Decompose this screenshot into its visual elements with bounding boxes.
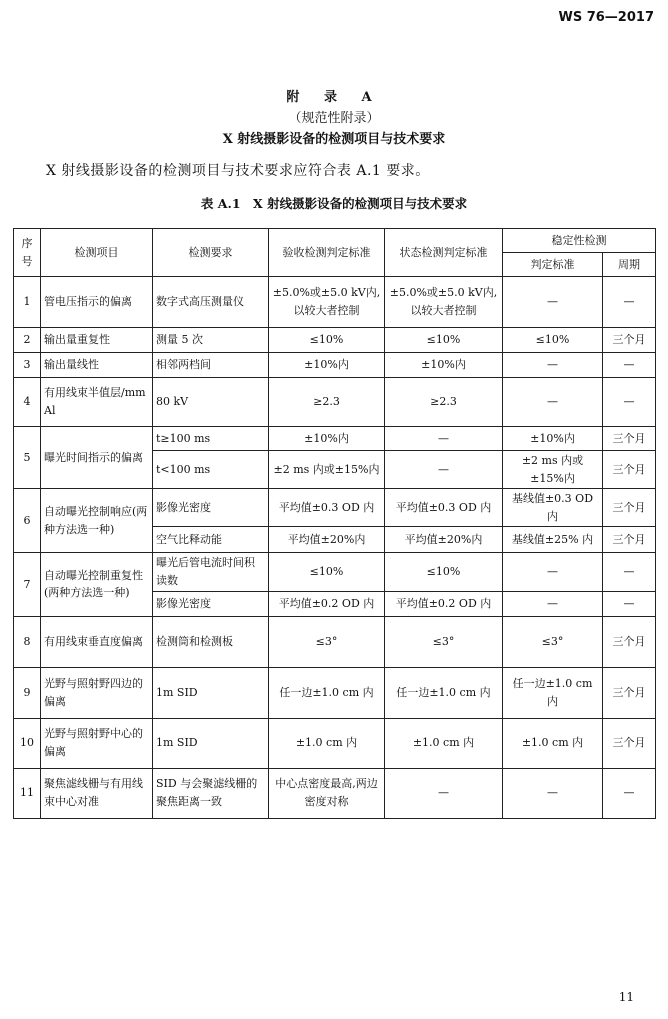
cell-status: — [385, 451, 503, 489]
cell-item: 光野与照射野四边的偏离 [41, 667, 153, 718]
cell-status: ±1.0 cm 内 [385, 718, 503, 768]
header-no: 序号 [14, 229, 41, 277]
cell-acceptance: 平均值±0.2 OD 内 [269, 591, 385, 616]
cell-acceptance: ±10%内 [269, 353, 385, 378]
appendix-subtitle: （规范性附录） [288, 111, 380, 126]
cell-requirement: 测量 5 次 [153, 328, 269, 353]
cell-item: 输出量线性 [41, 353, 153, 378]
cell-no: 5 [14, 427, 41, 489]
header-item: 检测项目 [41, 229, 153, 277]
table-row [14, 667, 656, 718]
cell-status: ≤10% [385, 553, 503, 591]
cell-criteria: 基线值±0.3 OD 内 [503, 489, 603, 527]
cell-period: 三个月 [603, 527, 656, 553]
cell-requirement: 数字式高压测量仪 [153, 277, 269, 328]
cell-acceptance: ≤10% [269, 553, 385, 591]
header-status: 状态检测判定标准 [385, 229, 503, 277]
header-stability-period: 周期 [603, 253, 656, 277]
cell-criteria: — [503, 768, 603, 818]
cell-criteria: — [503, 591, 603, 616]
cell-status: 平均值±20%内 [385, 527, 503, 553]
cell-criteria: — [503, 277, 603, 328]
table-row [14, 378, 656, 427]
cell-requirement: 影像光密度 [153, 591, 269, 616]
cell-status: — [385, 768, 503, 818]
cell-status: — [385, 427, 503, 451]
cell-criteria: ±2 ms 内或±15%内 [503, 451, 603, 489]
cell-period: — [603, 378, 656, 427]
cell-status: ≤3° [385, 616, 503, 667]
table-row [14, 768, 656, 818]
cell-period: — [603, 553, 656, 591]
cell-status: 平均值±0.3 OD 内 [385, 489, 503, 527]
cell-no: 1 [14, 277, 41, 328]
cell-status: ±5.0%或±5.0 kV内,以较大者控制 [385, 277, 503, 328]
table-row [14, 328, 656, 353]
cell-period: 三个月 [603, 489, 656, 527]
spec-table [13, 228, 656, 819]
cell-no: 8 [14, 616, 41, 667]
appendix-title: 附 录 A [286, 90, 382, 105]
cell-period: — [603, 768, 656, 818]
header-acceptance: 验收检测判定标准 [269, 229, 385, 277]
cell-status: 平均值±0.2 OD 内 [385, 591, 503, 616]
cell-acceptance: ±10%内 [269, 427, 385, 451]
cell-acceptance: 平均值±0.3 OD 内 [269, 489, 385, 527]
cell-requirement: 相邻两档间 [153, 353, 269, 378]
page-number: 11 [618, 990, 634, 1004]
cell-item: 有用线束半值层/mm Al [41, 378, 153, 427]
cell-requirement: 检测筒和检测板 [153, 616, 269, 667]
cell-requirement: t<100 ms [153, 451, 269, 489]
cell-acceptance: ≤3° [269, 616, 385, 667]
cell-period: 三个月 [603, 718, 656, 768]
cell-item: 自动曝光控制重复性(两种方法选一种) [41, 553, 153, 616]
appendix-heading: X 射线摄影设备的检测项目与技术要求 [222, 132, 446, 147]
cell-status: ≥2.3 [385, 378, 503, 427]
cell-no: 10 [14, 718, 41, 768]
cell-item: 管电压指示的偏离 [41, 277, 153, 328]
cell-period: 三个月 [603, 427, 656, 451]
cell-acceptance: 中心点密度最高,两边密度对称 [269, 768, 385, 818]
table-row [14, 353, 656, 378]
cell-no: 11 [14, 768, 41, 818]
cell-criteria: ≤10% [503, 328, 603, 353]
cell-criteria: ≤3° [503, 616, 603, 667]
table-row [14, 718, 656, 768]
cell-item: 光野与照射野中心的偏离 [41, 718, 153, 768]
cell-item: 曝光时间指示的偏离 [41, 427, 153, 489]
table-row [14, 616, 656, 667]
cell-acceptance: 平均值±20%内 [269, 527, 385, 553]
cell-acceptance: ≤10% [269, 328, 385, 353]
table-row [14, 553, 656, 591]
cell-requirement: t≥100 ms [153, 427, 269, 451]
cell-requirement: 1m SID [153, 718, 269, 768]
cell-status: ≤10% [385, 328, 503, 353]
table-caption: 表 A.1 X 射线摄影设备的检测项目与技术要求 [200, 196, 468, 211]
cell-period: — [603, 353, 656, 378]
table-header [14, 229, 656, 277]
cell-criteria: ±1.0 cm 内 [503, 718, 603, 768]
cell-requirement: 曝光后管电流时间积读数 [153, 553, 269, 591]
header-requirement: 检测要求 [153, 229, 269, 277]
cell-status: 任一边±1.0 cm 内 [385, 667, 503, 718]
cell-period: — [603, 591, 656, 616]
cell-item: 有用线束垂直度偏离 [41, 616, 153, 667]
cell-item: 输出量重复性 [41, 328, 153, 353]
table-body [14, 277, 656, 819]
standard-code: WS 76—2017 [558, 10, 654, 25]
cell-criteria: 基线值±25% 内 [503, 527, 603, 553]
cell-criteria: 任一边±1.0 cm 内 [503, 667, 603, 718]
cell-criteria: — [503, 553, 603, 591]
cell-no: 2 [14, 328, 41, 353]
cell-acceptance: ±5.0%或±5.0 kV内,以较大者控制 [269, 277, 385, 328]
cell-no: 3 [14, 353, 41, 378]
cell-criteria: ±10%内 [503, 427, 603, 451]
cell-period: 三个月 [603, 667, 656, 718]
cell-period: 三个月 [603, 451, 656, 489]
intro-paragraph: X 射线摄影设备的检测项目与技术要求应符合表 A.1 要求。 [46, 163, 430, 179]
cell-item: 聚焦滤线栅与有用线束中心对准 [41, 768, 153, 818]
cell-requirement: 1m SID [153, 667, 269, 718]
cell-no: 4 [14, 378, 41, 427]
header-stability-criteria: 判定标准 [503, 253, 603, 277]
cell-period: — [603, 277, 656, 328]
cell-no: 6 [14, 489, 41, 553]
cell-no: 9 [14, 667, 41, 718]
cell-requirement: 80 kV [153, 378, 269, 427]
cell-acceptance: 任一边±1.0 cm 内 [269, 667, 385, 718]
header-stability: 稳定性检测 [503, 229, 656, 253]
table-row [14, 489, 656, 527]
cell-requirement: 影像光密度 [153, 489, 269, 527]
cell-requirement: SID 与会聚滤线栅的聚焦距离一致 [153, 768, 269, 818]
cell-status: ±10%内 [385, 353, 503, 378]
cell-criteria: — [503, 353, 603, 378]
cell-criteria: — [503, 378, 603, 427]
cell-no: 7 [14, 553, 41, 616]
cell-period: 三个月 [603, 328, 656, 353]
cell-acceptance: ±1.0 cm 内 [269, 718, 385, 768]
cell-item: 自动曝光控制响应(两种方法选一种) [41, 489, 153, 553]
cell-acceptance: ±2 ms 内或±15%内 [269, 451, 385, 489]
cell-requirement: 空气比释动能 [153, 527, 269, 553]
cell-acceptance: ≥2.3 [269, 378, 385, 427]
table-row [14, 277, 656, 328]
cell-period: 三个月 [603, 616, 656, 667]
table-row [14, 427, 656, 451]
